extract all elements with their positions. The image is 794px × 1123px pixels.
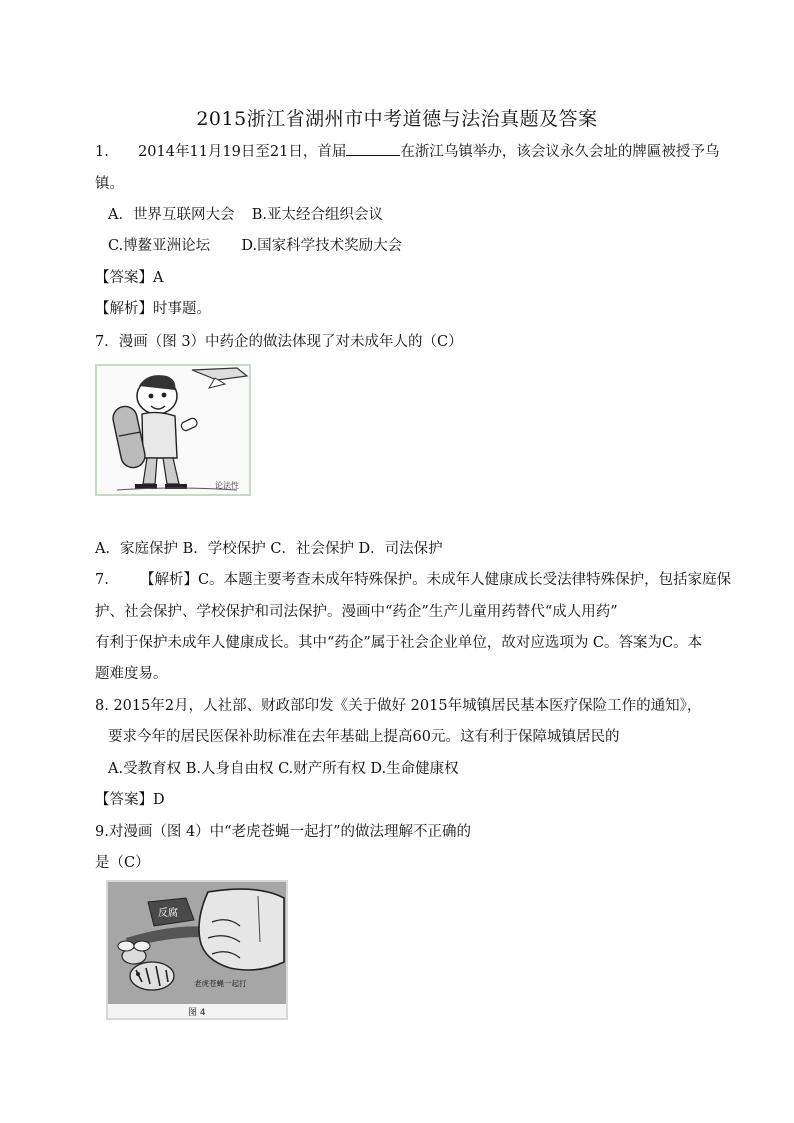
figure-3-label: 论法性 [215,481,239,490]
q1-text-before: 2014年11月19日至21日，首届 [138,144,347,160]
figure-3-drawing [97,366,249,494]
q7-options: A．家庭保护 B．学校保护 C．社会保护 D．司法保护 [95,541,443,557]
q9-stem-line1: 9.对漫画（图 4）中“老虎苍蝇一起打”的做法理解不正确的 [95,824,471,840]
figure-3-cartoon [95,364,251,496]
figure-4-cartoon [106,880,288,1020]
q7-analysis-text1: 【解析】C。本题主要考查未成年特殊保护。未成年人健康成长受法律特殊保护，包括家庭保 [140,572,732,588]
q7-stem: 7．漫画（图 3）中药企的做法体现了对未成年人的（C） [95,334,463,350]
q8-options: A.受教育权 B.人身自由权 C.财产所有权 D.生命健康权 [108,761,459,777]
q1-blank [346,141,400,156]
q9-stem-line2: 是（C） [95,855,150,871]
q1-number: 1. [95,144,109,160]
figure-4-caption: 图 4 [188,1008,206,1018]
q7-analysis-line2: 护、社会保护、学校保护和司法保护。漫画中“药企”生产儿童用药替代“成人用药” [95,604,618,620]
figure-4-flag-text: 反腐 [158,908,178,919]
q7-analysis-line1 [95,569,731,591]
figure-4-drawing [108,882,286,1018]
q7-analysis-line4: 题难度易。 [95,666,168,682]
q1-text-after: 在浙江乌镇举办，该会议永久会址的牌匾被授予乌 [400,144,720,160]
q1-stem-cont: 镇。 [95,176,124,192]
q7-analysis-number: 7. [95,572,109,588]
q8-answer: 【答案】D [95,792,165,808]
q1-options-row2 [108,235,402,257]
q1-option-a: A．世界互联网大会 [108,207,235,223]
q1-answer: 【答案】A [95,270,164,286]
q1-option-c: C.博鳌亚洲论坛 [108,238,211,254]
q1-option-b: B.亚太经合组织会议 [251,207,383,223]
q8-stem-line1: 8. 2015年2月，人社部、财政部印发《关于做好 2015年城镇居民基本医疗保险工作的通知》， [95,698,702,714]
q7-analysis-line3: 有利于保护未成年人健康成长。其中“药企”属于社会企业单位，故对应选项为 C。答案为C。本 [95,635,703,651]
q1-stem [95,141,719,163]
q8-stem-line2: 要求今年的居民医保补助标准在去年基础上提高60元。这有利于保障城镇居民的 [108,729,620,745]
figure-4-slogan: 老虎苍蝇一起打 [194,979,247,988]
q1-options-row1 [108,204,383,226]
q1-option-d: D.国家科学技术奖励大会 [241,238,403,254]
q1-analysis: 【解析】时事题。 [95,301,211,317]
page-title: 2015浙江省湖州市中考道德与法治真题及答案 [196,108,598,130]
